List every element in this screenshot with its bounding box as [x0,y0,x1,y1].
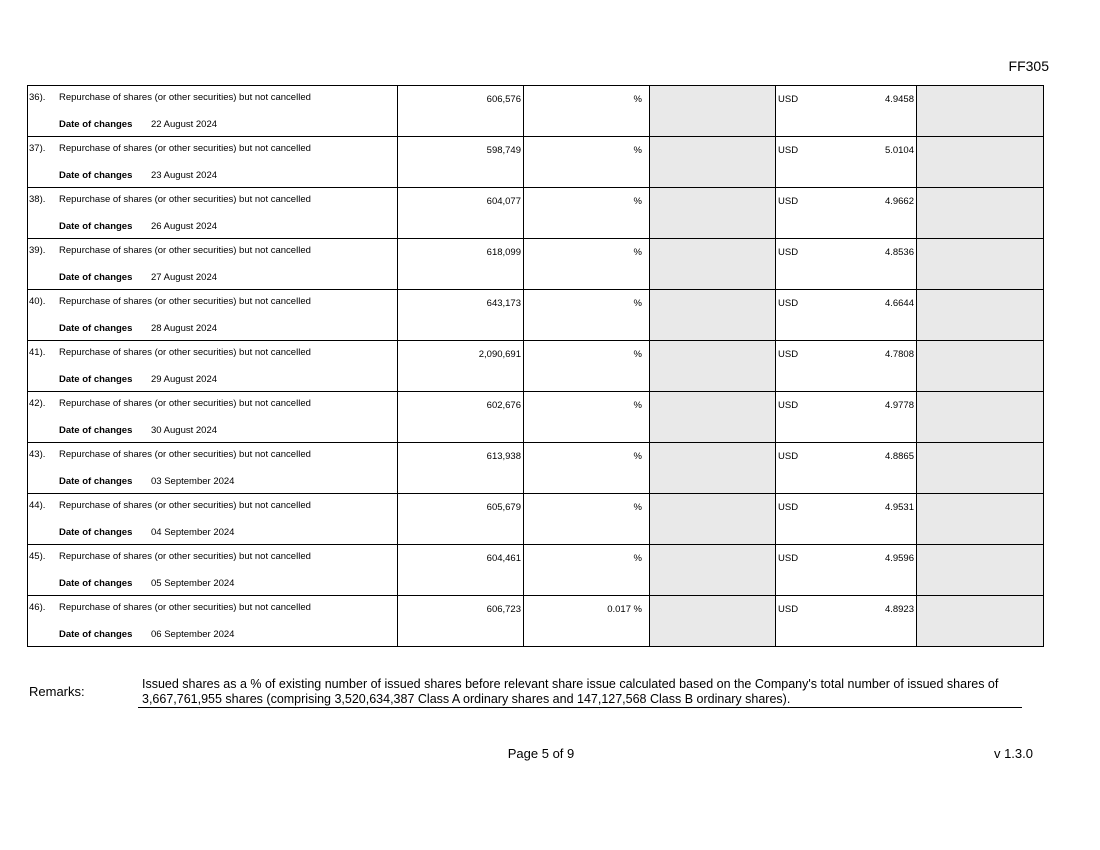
number-of-shares: 618,099 [486,247,521,258]
table-row [28,494,1044,545]
form-code: FF305 [1008,58,1049,74]
number-of-shares: 604,077 [486,196,521,207]
date-of-changes-value: 26 August 2024 [151,221,218,232]
date-of-changes-label: Date of changes [59,476,133,487]
shaded-cell [650,443,776,494]
price-per-share: 4.9596 [884,553,914,564]
share-changes-table [27,85,1044,647]
date-of-changes-label: Date of changes [59,578,133,589]
price-cell [776,392,917,443]
date-of-changes-value: 23 August 2024 [151,170,218,181]
table-row [28,86,1044,137]
price-per-share: 4.9458 [884,94,914,105]
date-of-changes-label: Date of changes [59,170,133,181]
currency-code: USD [778,247,799,258]
change-description: Repurchase of shares (or other securities) but not cancelled [59,245,311,256]
price-cell [776,239,917,290]
price-cell [776,443,917,494]
date-of-changes-value: 03 September 2024 [151,476,235,487]
date-of-changes-value: 28 August 2024 [151,323,218,334]
row-number: 42). [29,398,46,409]
date-of-changes-label: Date of changes [59,527,133,538]
table-row [28,596,1044,647]
shaded-cell [917,188,1044,239]
change-description: Repurchase of shares (or other securities) but not cancelled [59,347,311,358]
price-cell [776,341,917,392]
remarks-text: Issued shares as a % of existing number of issued shares before relevant share issue calculated based on the Company's total number of issued shares of 3,667,761,955 shares (comprising 3,520,634,387 Class A ordinary shares and 147,127,568 Class B ordinary shares). [138,677,1022,708]
shaded-cell [650,341,776,392]
shaded-cell [650,137,776,188]
date-of-changes-value: 29 August 2024 [151,374,218,385]
description-cell [28,443,398,494]
currency-code: USD [778,145,799,156]
shaded-cell [917,443,1044,494]
date-of-changes-label: Date of changes [59,221,133,232]
shaded-cell [650,494,776,545]
remarks-label: Remarks: [29,684,85,699]
shaded-cell [917,290,1044,341]
currency-code: USD [778,502,799,513]
number-of-shares: 2,090,691 [478,349,521,360]
description-cell [28,341,398,392]
price-cell [776,188,917,239]
shaded-cell [917,137,1044,188]
shares-cell [398,86,524,137]
row-number: 46). [29,602,46,613]
number-of-shares: 606,576 [486,94,521,105]
table-row [28,392,1044,443]
currency-code: USD [778,553,799,564]
shares-cell [398,392,524,443]
shaded-cell [650,290,776,341]
percentage-cell [524,188,650,239]
change-description: Repurchase of shares (or other securities) but not cancelled [59,500,311,511]
price-cell [776,545,917,596]
shares-cell [398,596,524,647]
number-of-shares: 602,676 [486,400,521,411]
date-of-changes-value: 06 September 2024 [151,629,235,640]
change-description: Repurchase of shares (or other securities) but not cancelled [59,398,311,409]
table-row [28,545,1044,596]
currency-code: USD [778,298,799,309]
row-number: 36). [29,92,46,103]
change-description: Repurchase of shares (or other securities) but not cancelled [59,92,311,103]
description-cell [28,545,398,596]
currency-code: USD [778,400,799,411]
number-of-shares: 606,723 [486,604,521,615]
percentage-cell [524,290,650,341]
shares-cell [398,137,524,188]
date-of-changes-label: Date of changes [59,629,133,640]
percentage-cell [524,239,650,290]
percentage-cell [524,137,650,188]
price-per-share: 4.9778 [884,400,914,411]
shaded-cell [650,188,776,239]
percent-symbol: % [633,502,642,513]
percentage-cell [524,494,650,545]
description-cell [28,290,398,341]
price-per-share: 4.8865 [884,451,914,462]
row-number: 37). [29,143,46,154]
shares-cell [398,494,524,545]
row-number: 40). [29,296,46,307]
price-cell [776,86,917,137]
table-row [28,290,1044,341]
percentage-cell [524,443,650,494]
shaded-cell [917,596,1044,647]
shaded-cell [650,545,776,596]
shaded-cell [917,86,1044,137]
currency-code: USD [778,349,799,360]
change-description: Repurchase of shares (or other securities) but not cancelled [59,194,311,205]
description-cell [28,392,398,443]
table-row [28,341,1044,392]
description-cell [28,137,398,188]
description-cell [28,239,398,290]
price-per-share: 4.6644 [884,298,914,309]
change-description: Repurchase of shares (or other securities) but not cancelled [59,143,311,154]
percent-symbol: % [633,451,642,462]
percentage-value: 0.017 [607,604,631,615]
table-row [28,239,1044,290]
shares-cell [398,545,524,596]
row-number: 43). [29,449,46,460]
row-number: 39). [29,245,46,256]
table-row [28,443,1044,494]
description-cell [28,596,398,647]
percent-symbol: % [633,247,642,258]
percentage-cell [524,392,650,443]
change-description: Repurchase of shares (or other securities) but not cancelled [59,602,311,613]
row-number: 38). [29,194,46,205]
shares-cell [398,443,524,494]
description-cell [28,188,398,239]
price-cell [776,290,917,341]
percent-symbol: % [633,349,642,360]
percentage-cell [524,596,650,647]
price-cell [776,137,917,188]
table-row [28,137,1044,188]
number-of-shares: 604,461 [486,553,521,564]
shaded-cell [917,239,1044,290]
date-of-changes-value: 22 August 2024 [151,119,218,130]
percent-symbol: % [633,298,642,309]
shaded-cell [917,545,1044,596]
price-cell [776,494,917,545]
date-of-changes-value: 05 September 2024 [151,578,235,589]
change-description: Repurchase of shares (or other securities) but not cancelled [59,296,311,307]
number-of-shares: 613,938 [486,451,521,462]
shaded-cell [917,494,1044,545]
percent-symbol: % [633,604,642,615]
change-description: Repurchase of shares (or other securities) but not cancelled [59,449,311,460]
shares-cell [398,290,524,341]
shaded-cell [650,596,776,647]
shares-cell [398,188,524,239]
price-cell [776,596,917,647]
date-of-changes-label: Date of changes [59,272,133,283]
price-per-share: 4.9662 [884,196,914,207]
date-of-changes-value: 27 August 2024 [151,272,218,283]
shaded-cell [917,392,1044,443]
description-cell [28,494,398,545]
percentage-cell [524,341,650,392]
date-of-changes-label: Date of changes [59,425,133,436]
shaded-cell [917,341,1044,392]
price-per-share: 4.8536 [884,247,914,258]
percentage-cell [524,86,650,137]
percent-symbol: % [633,400,642,411]
shaded-cell [650,392,776,443]
description-cell [28,86,398,137]
date-of-changes-value: 04 September 2024 [151,527,235,538]
date-of-changes-label: Date of changes [59,119,133,130]
number-of-shares: 605,679 [486,502,521,513]
price-per-share: 4.9531 [884,502,914,513]
price-per-share: 5.0104 [884,145,914,156]
percent-symbol: % [633,94,642,105]
row-number: 45). [29,551,46,562]
date-of-changes-label: Date of changes [59,374,133,385]
number-of-shares: 643,173 [486,298,521,309]
percent-symbol: % [633,145,642,156]
date-of-changes-label: Date of changes [59,323,133,334]
table-row [28,188,1044,239]
shares-cell [398,239,524,290]
row-number: 44). [29,500,46,511]
currency-code: USD [778,94,799,105]
number-of-shares: 598,749 [486,145,521,156]
row-number: 41). [29,347,46,358]
percent-symbol: % [633,196,642,207]
percentage-cell [524,545,650,596]
version-label: v 1.3.0 [993,746,1033,761]
date-of-changes-value: 30 August 2024 [151,425,218,436]
price-per-share: 4.7808 [884,349,914,360]
currency-code: USD [778,451,799,462]
currency-code: USD [778,196,799,207]
shaded-cell [650,239,776,290]
currency-code: USD [778,604,799,615]
shaded-cell [650,86,776,137]
percent-symbol: % [633,553,642,564]
price-per-share: 4.8923 [884,604,914,615]
change-description: Repurchase of shares (or other securities) but not cancelled [59,551,311,562]
page-number: Page 5 of 9 [507,746,575,761]
shares-cell [398,341,524,392]
